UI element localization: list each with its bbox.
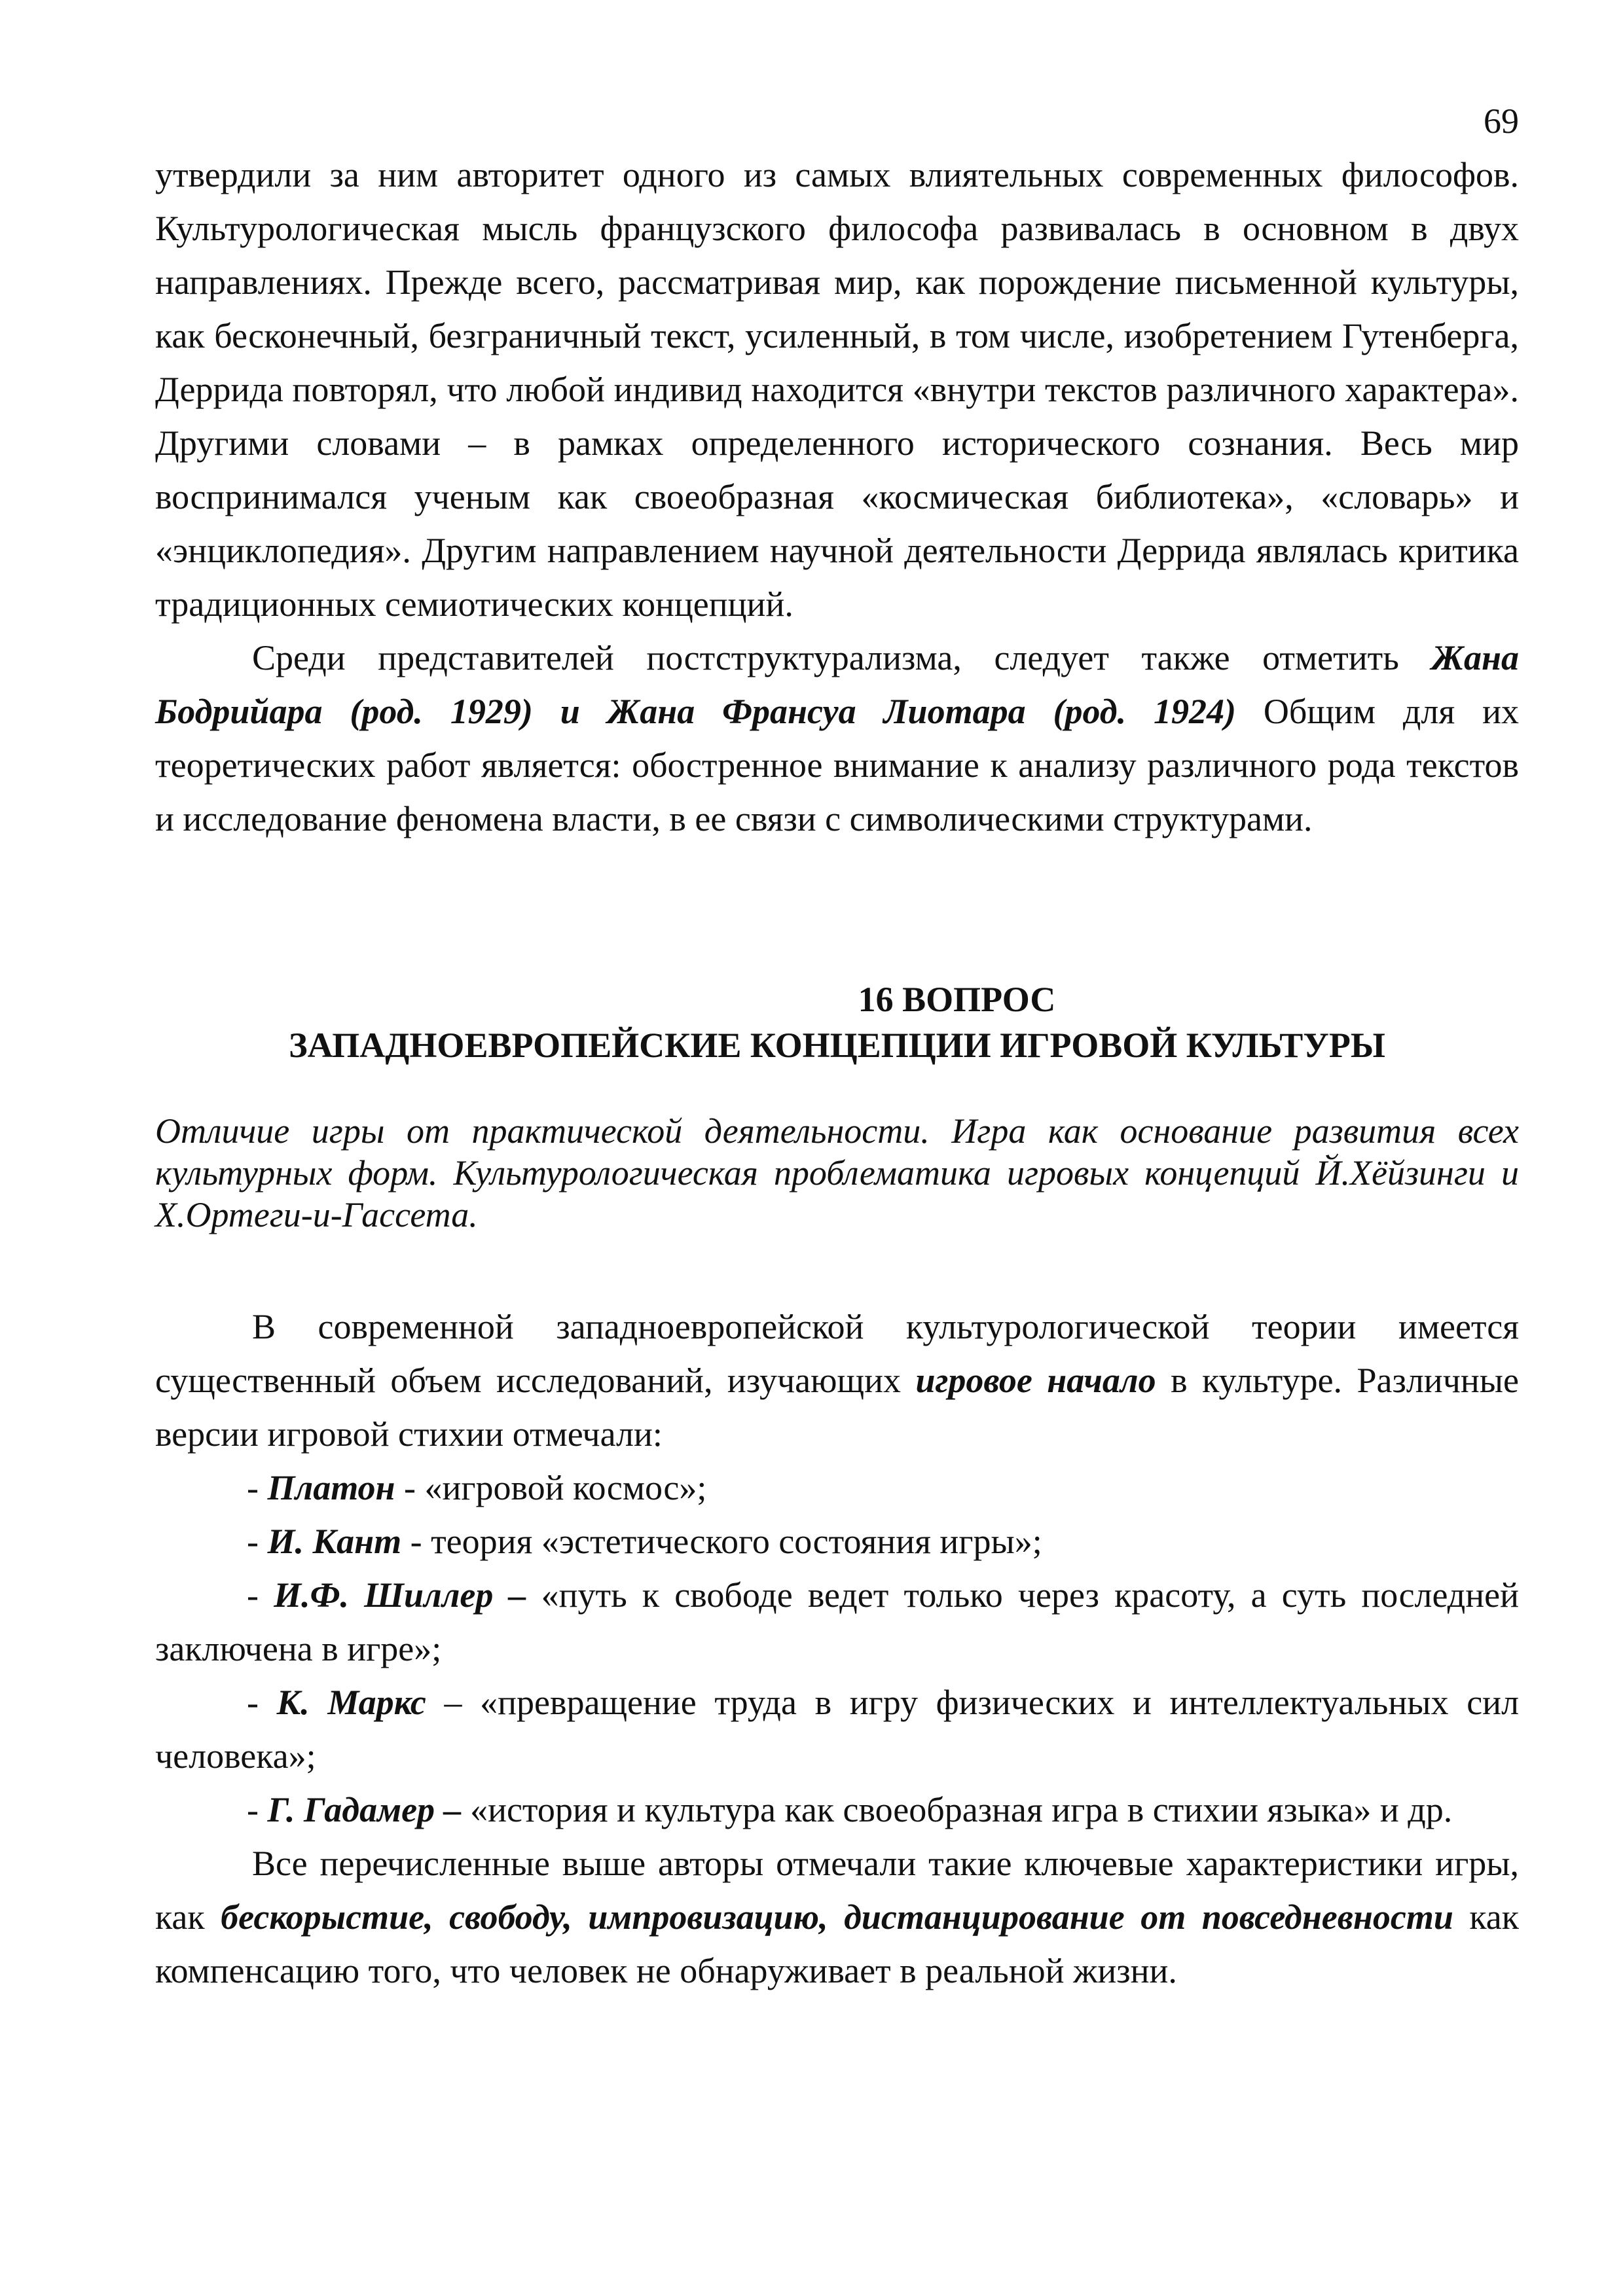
list-item-dash: -	[247, 1522, 268, 1561]
paragraph-key-characteristics-lead: Все перечисленные выше авторы отмечали такие ключевые характеристики игры, как	[155, 1844, 1519, 1937]
section-title: ЗАПАДНОЕВРОПЕЙСКИЕ КОНЦЕПЦИИ ИГРОВОЙ КУЛЬТУРЫ	[289, 1026, 1385, 1065]
paragraph-poststructuralism-tail: Общим для их теоретических работ является: обостренное внимание к анализу различного рода текстов и исследование феномена власти, в ее связи с символическими структурами.	[155, 692, 1519, 838]
list-item-text: - «игровой космос»;	[395, 1468, 707, 1507]
list-item	[155, 1676, 1519, 1783]
paragraph-derrida: утвердили за ним авторитет одного из самых влиятельных современных философов. Культурологическая мысль французского философа развивалась в основном в двух направлениях. Прежде всего, рассматривая мир, как порождение письменной культуры, как бесконечный, безграничный текст, усиленный, в том числе, изобретением Гутенберга, Деррида повторял, что любой индивид находится «внутри текстов различного характера». Другими словами – в рамках определенного исторического сознания. Весь мир воспринимался ученым как своеобразная «космическая библиотека», «словарь» и «энциклопедия». Другим направлением научной деятельности Деррида являлась критика традиционных семиотических концепций.	[155, 155, 1519, 624]
list-item-text: «история и культура как своеобразная игра в стихии языка» и др.	[461, 1790, 1453, 1829]
list-item-dash: -	[247, 1790, 268, 1829]
paragraph-poststructuralism-lead: Среди представителей постструктурализма, следует также отметить	[252, 638, 1432, 677]
list-item-dash: -	[247, 1683, 277, 1722]
list-item-text: «путь к свободе ведет только через красоту, а суть последней заключена в игре»;	[155, 1575, 1520, 1668]
list-item-text: - теория «эстетического состояния игры»;	[401, 1522, 1042, 1561]
list-item-author: Г. Гадамер –	[267, 1790, 462, 1829]
paragraph-game-theory	[155, 1300, 1519, 1461]
paragraph-game-theory-lead: В современной западноевропейской культурологической теории имеется существенный объем исследований, изучающих	[155, 1307, 1519, 1400]
paragraph-key-characteristics-tail: как компенсацию того, что человек не обнаруживает в реальной жизни.	[155, 1897, 1520, 1990]
terms-game-characteristics: бескорыстие, свободу, импровизацию, дистанцирование от повседневности	[221, 1897, 1453, 1937]
paragraph-game-theory-tail: в культуре. Различные версии игровой стихии отмечали:	[155, 1361, 1519, 1454]
page-number: 69	[1484, 101, 1519, 141]
main-text-block	[155, 1300, 1519, 1998]
section-subtitle: Отличие игры от практической деятельности. Игра как основание развития всех культурных форм. Культурологическая проблематика игровых концепций Й.Хёйзинги и Х.Ортеги-и-Гассета.	[155, 1111, 1519, 1234]
names-baudrillard-lyotard: Жана Бодрийара (род. 1929) и Жана Франсуа Лиотара (род. 1924)	[155, 638, 1519, 731]
list-item-dash: -	[247, 1575, 274, 1615]
section-number: 16 ВОПРОС	[858, 980, 1056, 1019]
list-item	[155, 1461, 1519, 1515]
top-text-block	[155, 148, 1519, 846]
list-item	[155, 1783, 1519, 1837]
list-item-author: Платон	[267, 1468, 395, 1507]
list-item-author: К. Маркс	[276, 1683, 426, 1722]
list-item-dash: -	[247, 1468, 268, 1507]
list-item	[155, 1568, 1519, 1676]
paragraph-key-characteristics	[155, 1837, 1519, 1998]
list-item-text: – «превращение труда в игру физических и интеллектуальных сил человека»;	[155, 1683, 1520, 1776]
list-item	[155, 1515, 1519, 1568]
term-game-principle: игровое начало	[915, 1361, 1156, 1400]
paragraph-poststructuralism	[155, 631, 1519, 846]
list-item-author: И. Кант	[267, 1522, 402, 1561]
list-item-author: И.Ф. Шиллер –	[274, 1575, 526, 1615]
